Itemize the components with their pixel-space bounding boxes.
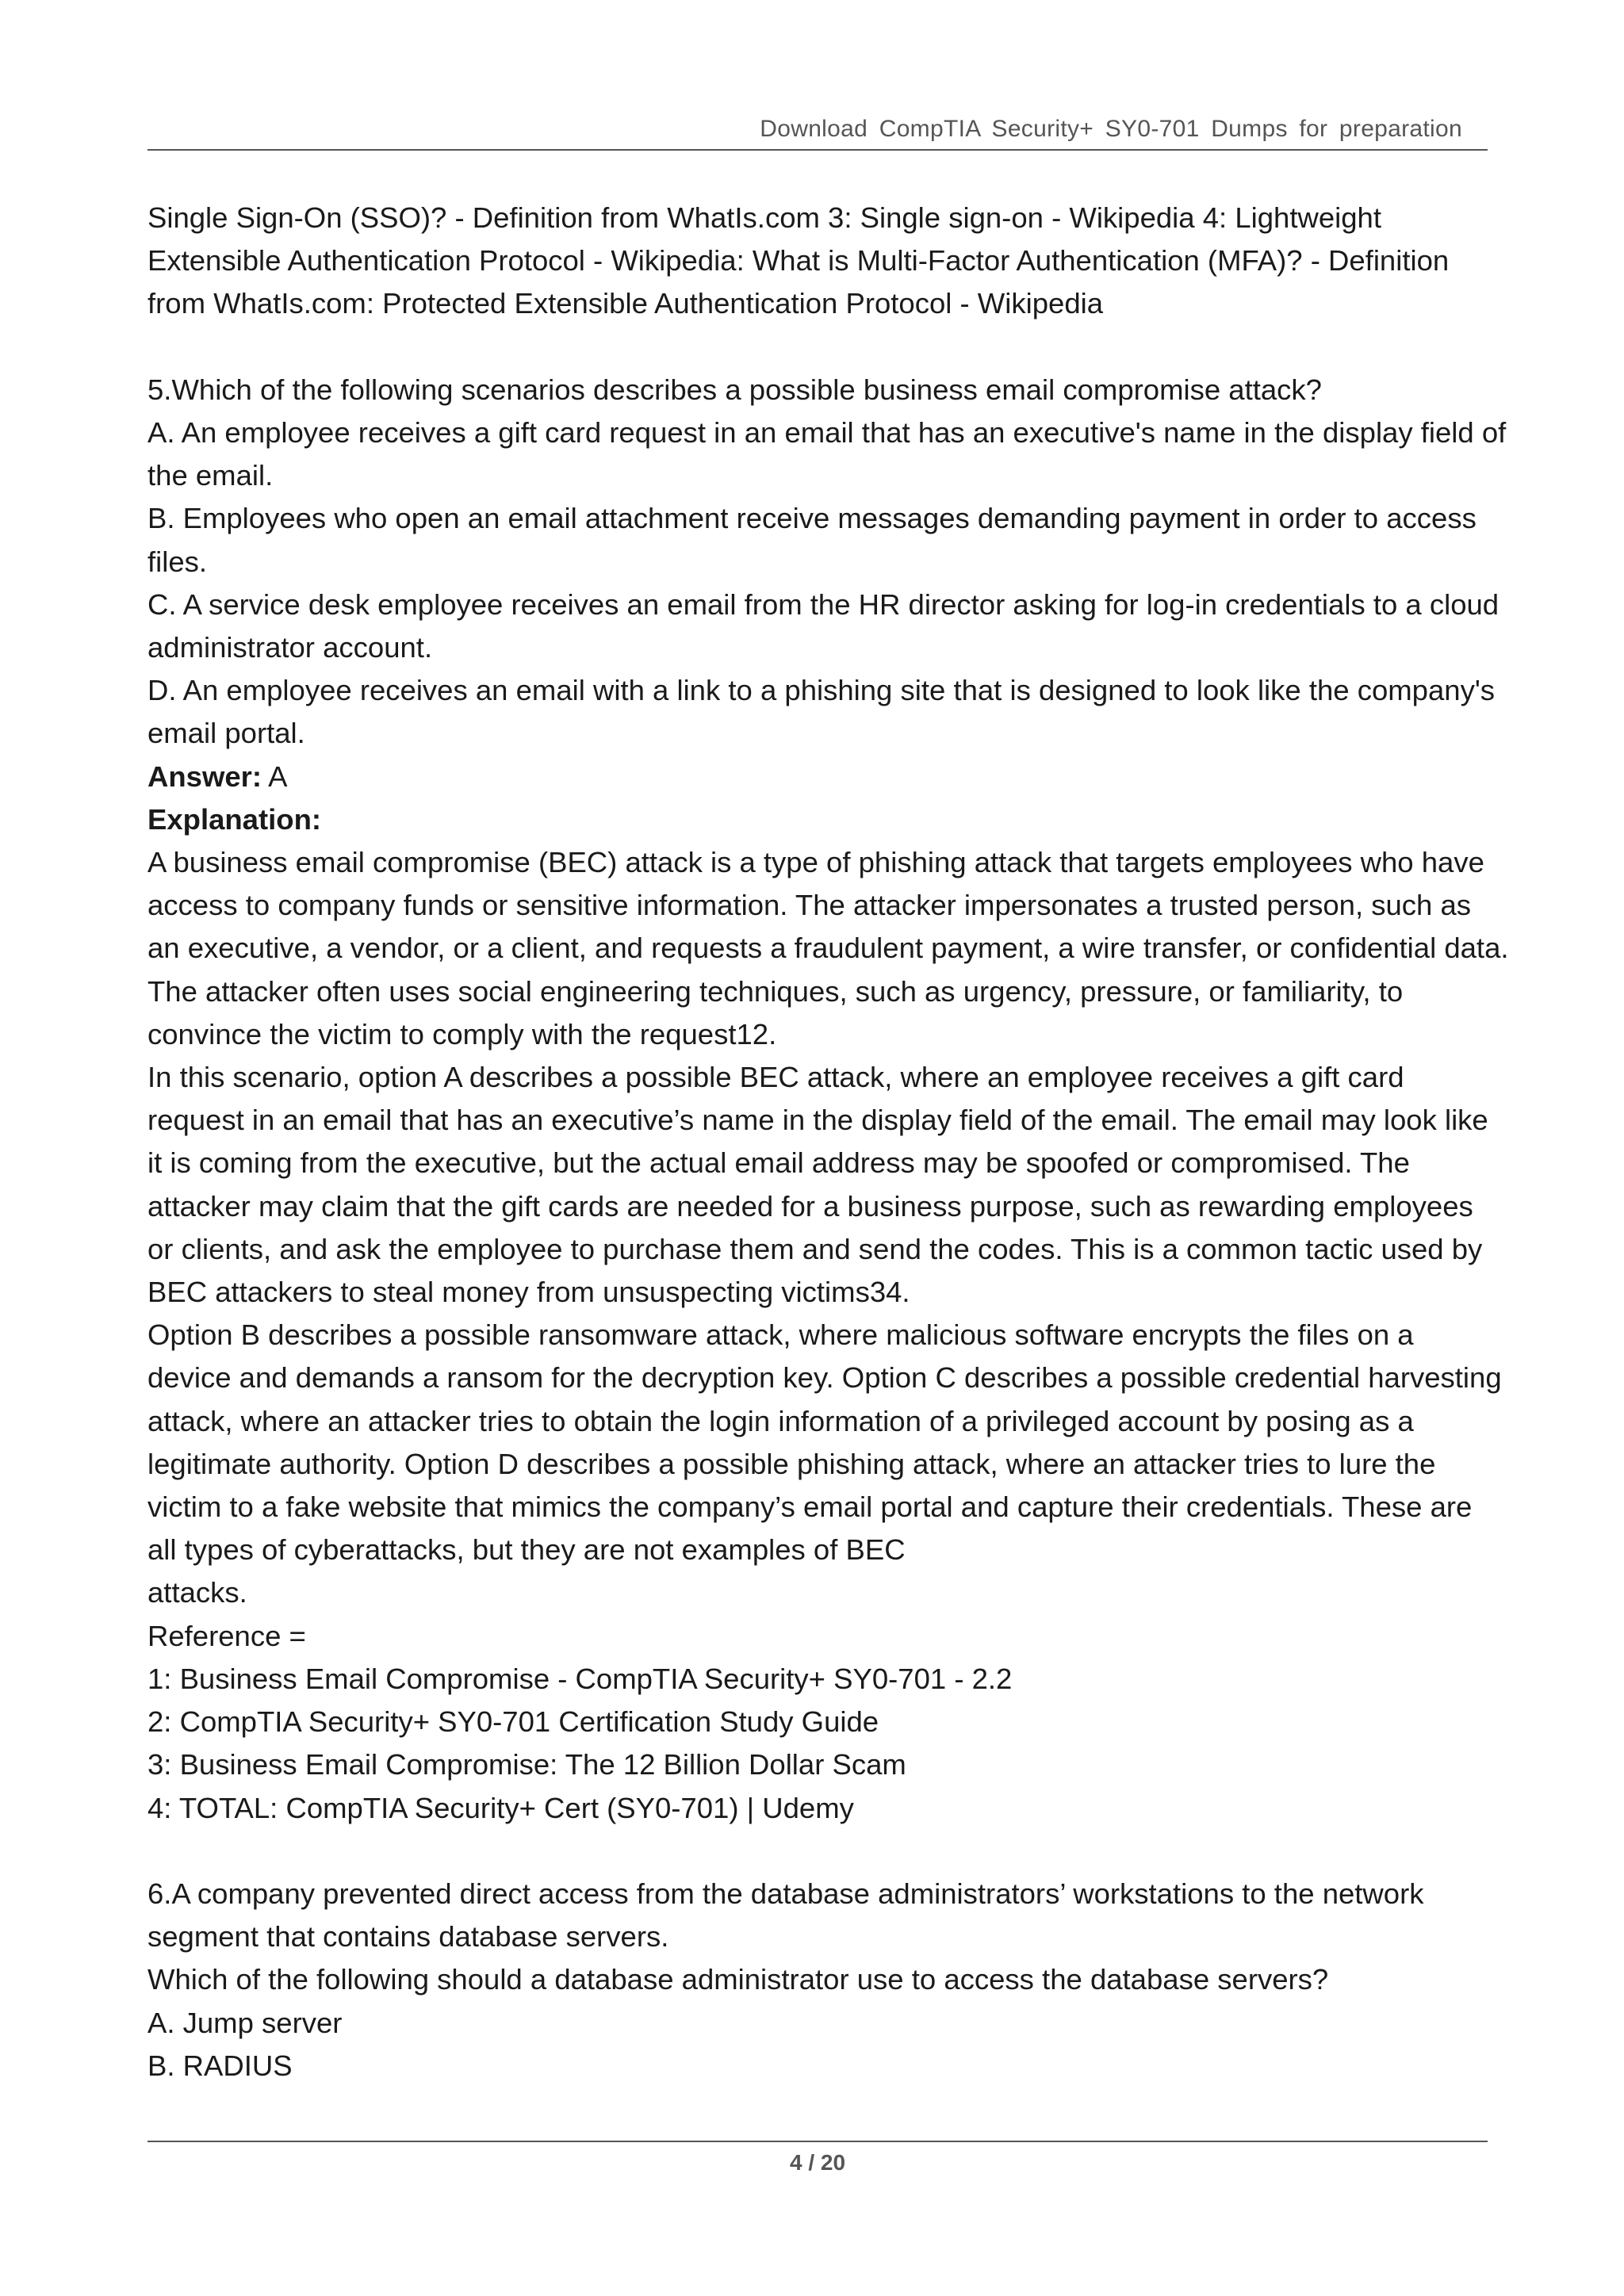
text-line: attack, where an attacker tries to obtain the login information of a privileged account by posing as a — [147, 1404, 1414, 1437]
text-line: attacks. — [147, 1576, 247, 1609]
text-line: request in an email that has an executive’s name in the display field of the email. The email may look like — [147, 1104, 1488, 1137]
text-line: email portal. — [147, 717, 305, 750]
text-line: all types of cyberattacks, but they are not examples of BEC — [147, 1533, 906, 1567]
text-line: 3: Business Email Compromise: The 12 Billion Dollar Scam — [147, 1748, 906, 1781]
text-line: legitimate authority. Option D describes a possible phishing attack, where an attacker tries to lure the — [147, 1447, 1436, 1480]
text-line: BEC attackers to steal money from unsuspecting victims34. — [147, 1276, 910, 1309]
text-line: B. Employees who open an email attachment receive messages demanding payment in order to access — [147, 502, 1477, 535]
text-line: 2: CompTIA Security+ SY0-701 Certification Study Guide — [147, 1705, 879, 1739]
text-line: or clients, and ask the employee to purchase them and send the codes. This is a common tactic used by — [147, 1232, 1483, 1265]
text-line: files. — [147, 545, 208, 578]
page-header — [147, 113, 1488, 151]
line-label: Explanation: — [147, 802, 322, 836]
labeled-line — [147, 798, 1496, 841]
text-line: access to company funds or sensitive information. The attacker impersonates a trusted person, such as — [147, 889, 1472, 922]
text-line: 4: TOTAL: CompTIA Security+ Cert (SY0-701) | Udemy — [147, 1791, 854, 1824]
page-footer — [147, 2141, 1488, 2175]
text-line: attacker may claim that the gift cards are needed for a business purpose, such as rewarding employees — [147, 1189, 1473, 1223]
text-line: segment that contains database servers. — [147, 1920, 669, 1954]
text-line: from WhatIs.com: Protected Extensible Authentication Protocol - Wikipedia — [147, 287, 1104, 320]
text-line: victim to a fake website that mimics the company’s email portal and capture their credentials. These are — [147, 1490, 1473, 1524]
text-line: the email. — [147, 459, 274, 492]
text-line: Option B describes a possible ransomware attack, where malicious software encrypts the files on a — [147, 1318, 1414, 1352]
text-line: A. Jump server — [147, 2006, 343, 2039]
blank-line — [147, 326, 1496, 369]
text-line: D. An employee receives an email with a link to a phishing site that is designed to look like the company's — [147, 674, 1496, 707]
text-line: The attacker often uses social engineering techniques, such as urgency, pressure, or familiarity, to — [147, 974, 1404, 1008]
page-number: 4 / 20 — [789, 2150, 846, 2175]
text-line: convince the victim to comply with the request12. — [147, 1017, 777, 1050]
text-line: B. RADIUS — [147, 2049, 293, 2082]
text-line: administrator account. — [147, 631, 433, 664]
text-line: device and demands a ransom for the decryption key. Option C describes a possible credential harvesting — [147, 1361, 1502, 1395]
header-title: Download CompTIA Security+ SY0-701 Dumps for preparation — [760, 116, 1462, 142]
text-line: Which of the following should a database administrator use to access the database servers? — [147, 1963, 1329, 1996]
text-line: A. An employee receives a gift card request in an email that has an executive's name in the display field of — [147, 416, 1507, 449]
text-line: Extensible Authentication Protocol - Wikipedia: What is Multi-Factor Authentication (MFA)? - Definition — [147, 244, 1450, 277]
text-line: A business email compromise (BEC) attack is a type of phishing attack that targets employees who have — [147, 846, 1484, 879]
text-line: Single Sign-On (SSO)? - Definition from WhatIs.com 3: Single sign-on - Wikipedia 4: Lightweight — [147, 201, 1381, 234]
text-line: Reference = — [147, 1619, 306, 1652]
text-line: C. A service desk employee receives an email from the HR director asking for log-in credentials to a cloud — [147, 587, 1500, 621]
line-value: A — [262, 760, 288, 793]
document-body — [147, 197, 1509, 2087]
text-line: 6.A company prevented direct access from the database administrators’ workstations to the network — [147, 1877, 1424, 1910]
text-line: 1: Business Email Compromise - CompTIA Security+ SY0-701 - 2.2 — [147, 1662, 1013, 1695]
blank-line — [147, 1830, 1496, 1873]
text-line: an executive, a vendor, or a client, and requests a fraudulent payment, a wire transfer, or confidential data. — [147, 932, 1509, 965]
labeled-line — [147, 756, 1496, 798]
text-line: In this scenario, option A describes a possible BEC attack, where an employee receives a gift card — [147, 1061, 1404, 1094]
text-line: 5.Which of the following scenarios describes a possible business email compromise attack? — [147, 373, 1322, 406]
line-label: Answer: — [147, 760, 262, 793]
text-line: it is coming from the executive, but the actual email address may be spoofed or compromised. The — [147, 1146, 1410, 1180]
